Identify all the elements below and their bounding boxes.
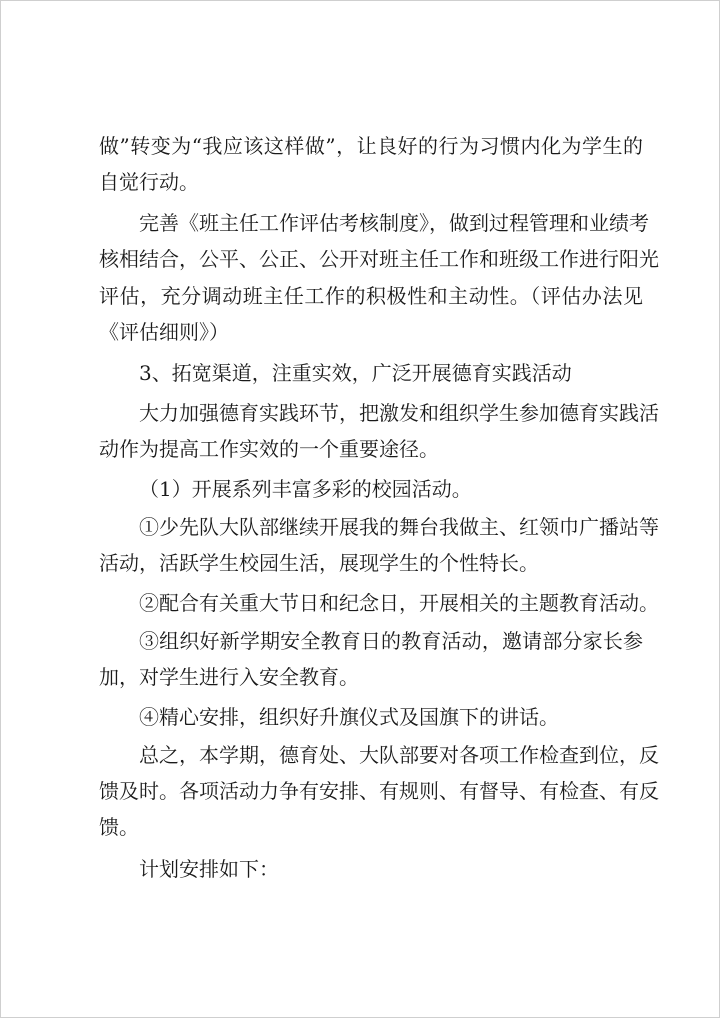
paragraph-line: 核相结合，公平、公正、公开对班主任工作和班级工作进行阳光 — [99, 247, 659, 271]
paragraph-line: ②配合有关重大节日和纪念日，开展相关的主题教育活动。 — [139, 591, 659, 615]
paragraph-line: 做”转变为“我应该这样做”，让良好的行为习惯内化为学生的 — [99, 134, 643, 158]
paragraph-line: ④精心安排，组织好升旗仪式及国旗下的讲话。 — [139, 705, 559, 729]
paragraph-line: 《评估细则》） — [99, 320, 229, 344]
paragraph-line: 自觉行动。 — [99, 170, 199, 194]
subsection-heading: （1）开展系列丰富多彩的校园活动。 — [139, 477, 472, 501]
paragraph-line: 计划安排如下： — [139, 857, 279, 881]
section-heading: 3、拓宽渠道，注重实效，广泛开展德育实践活动 — [139, 361, 572, 385]
paragraph-line: 活动，活跃学生校园生活，展现学生的个性特长。 — [99, 551, 539, 575]
paragraph-line: ①少先队大队部继续开展我的舞台我做主、红领巾广播站等 — [139, 515, 659, 539]
paragraph-line: 动作为提高工作实效的一个重要途径。 — [99, 437, 439, 461]
paragraph-line: 总之，本学期，德育处、大队部要对各项工作检查到位，反 — [139, 743, 659, 767]
paragraph-line: 加，对学生进行入安全教育。 — [99, 665, 359, 689]
paragraph-line: 评估，充分调动班主任工作的积极性和主动性。（评估办法见 — [99, 284, 643, 308]
paragraph-line: 馈及时。各项活动力争有安排、有规则、有督导、有检查、有反 — [99, 779, 659, 803]
paragraph-line: 大力加强德育实践环节，把激发和组织学生参加德育实践活 — [139, 401, 659, 425]
paragraph-line: ③组织好新学期安全教育日的教育活动，邀请部分家长参 — [139, 629, 643, 653]
paragraph-line: 完善《班主任工作评估考核制度》，做到过程管理和业绩考 — [139, 211, 649, 235]
paragraph-line: 馈。 — [99, 815, 139, 839]
